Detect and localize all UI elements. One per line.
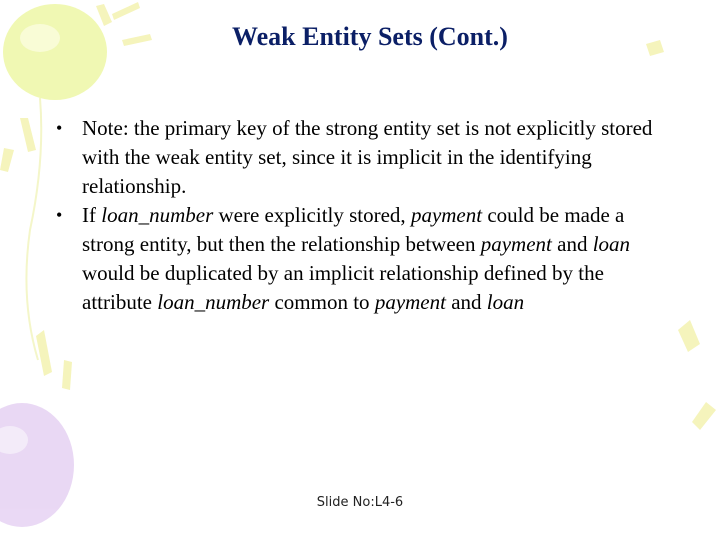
- text-run-italic: loan_number: [101, 203, 214, 227]
- bullet-text: [82, 116, 652, 198]
- text-run: common to: [269, 290, 375, 314]
- text-run-italic: loan: [592, 232, 631, 256]
- text-run-italic: loan: [486, 290, 525, 314]
- text-run: If: [82, 203, 102, 227]
- text-run: would be duplicated by an implicit relationship defined by the attribute: [82, 261, 604, 314]
- bullet-text: [82, 203, 630, 314]
- bullet-glyph: •: [56, 118, 63, 138]
- text-run-italic: payment: [410, 203, 483, 227]
- text-run-italic: payment: [480, 232, 552, 256]
- text-run: were explicitly stored,: [213, 203, 411, 227]
- text-run: and: [445, 290, 487, 314]
- slide-number: Slide No:L4-6: [316, 495, 404, 510]
- bullet-glyph: •: [56, 205, 63, 225]
- slide-body: [56, 114, 676, 317]
- text-run: and: [551, 232, 593, 256]
- text-run-italic: loan_number: [157, 290, 270, 314]
- text-run: could be made a strong entity, but then the relationship between: [82, 203, 625, 256]
- text-run: Note: the primary key of the strong entity set is not explicitly stored with the weak entity set, since it is implicit in the identifying relationship.: [82, 116, 653, 198]
- slide-title: Weak Entity Sets (Cont.): [232, 22, 508, 51]
- bullet-item: [56, 201, 676, 317]
- bullet-item: [56, 114, 676, 201]
- text-run-italic: payment: [374, 290, 446, 314]
